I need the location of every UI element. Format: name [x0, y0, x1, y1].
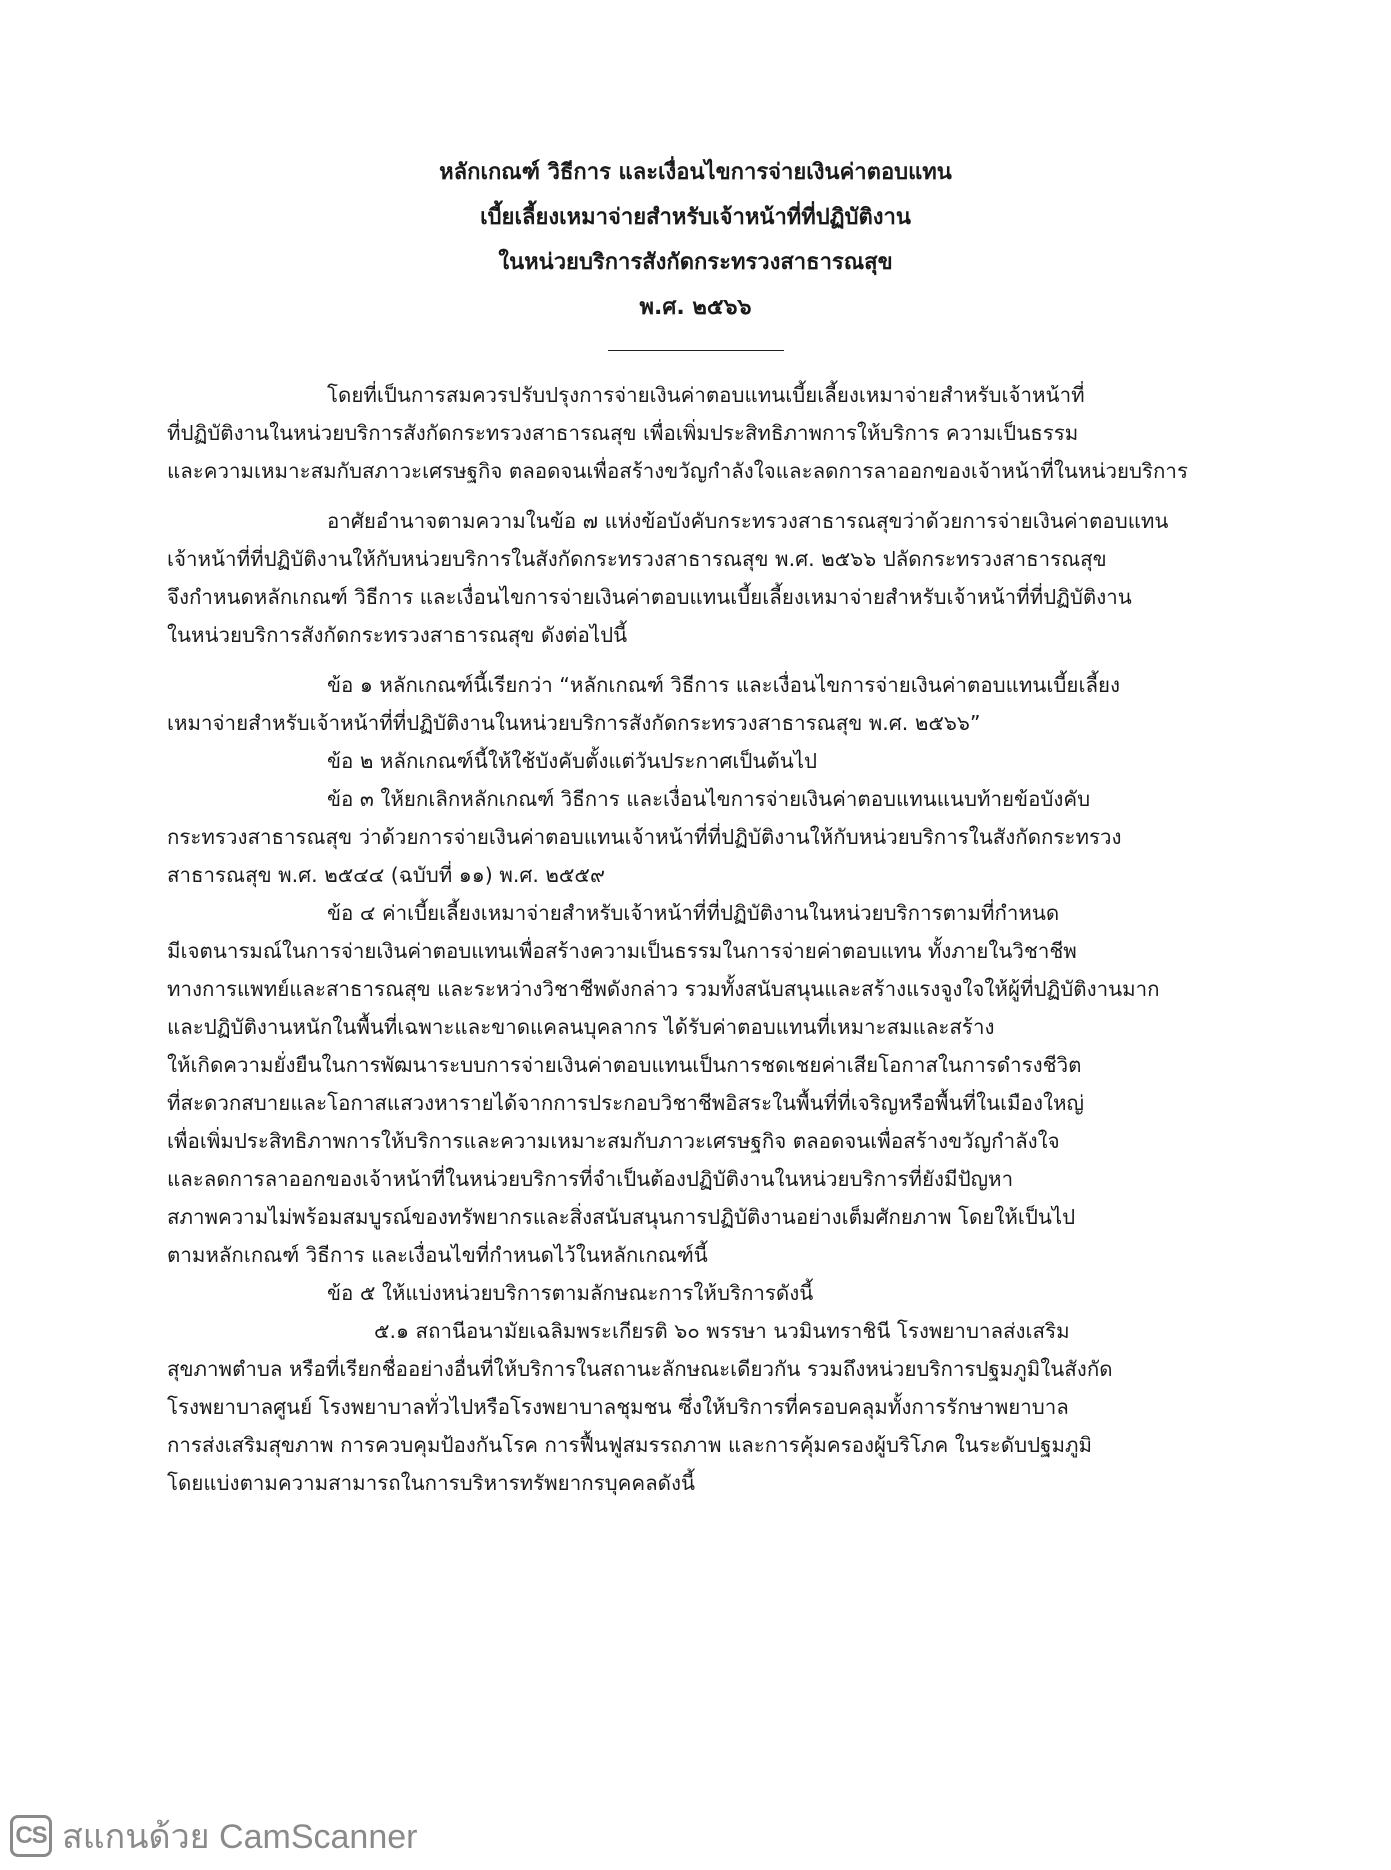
clause-4 [167, 894, 1233, 1274]
text-line: และลดการลาออกของเจ้าหน้าที่ในหน่วยบริการที่จำเป็นต้องปฏิบัติงานในหน่วยบริการที่ยังมีปัญหา [167, 1167, 1014, 1191]
text-line: ในหน่วยบริการสังกัดกระทรวงสาธารณสุข ดังต่อไปนี้ [167, 623, 628, 647]
text-line: ๕.๑ สถานีอนามัยเฉลิมพระเกียรติ ๖๐ พรรษา นวมินทราชินี โรงพยาบาลส่งเสริม [374, 1319, 1070, 1343]
text-line: สาธารณสุข พ.ศ. ๒๕๔๔ (ฉบับที่ ๑๑) พ.ศ. ๒๕๕๙ [167, 863, 605, 887]
text-line: เหมาจ่ายสำหรับเจ้าหน้าที่ที่ปฏิบัติงานในหน่วยบริการสังกัดกระทรวงสาธารณสุข พ.ศ. ๒๕๖๖” [167, 711, 981, 735]
paragraph-authority [167, 502, 1233, 654]
text-line: และความเหมาะสมกับสภาวะเศรษฐกิจ ตลอดจนเพื่อสร้างขวัญกำลังใจและลดการลาออกของเจ้าหน้าที่ในหน่วยบริการ [167, 459, 1188, 483]
text-line: ที่ปฏิบัติงานในหน่วยบริการสังกัดกระทรวงสาธารณสุข เพื่อเพิ่มประสิทธิภาพการให้บริการ ความเป็นธรรม [167, 421, 1079, 445]
text-line: ให้เกิดความยั่งยืนในการพัฒนาระบบการจ่ายเงินค่าตอบแทนเป็นการชดเชยค่าเสียโอกาสในการดำรงชีวิต [167, 1053, 1082, 1077]
text-line: จึงกำหนดหลักเกณฑ์ วิธีการ และเงื่อนไขการจ่ายเงินค่าตอบแทนเบี้ยเลี้ยงเหมาจ่ายสำหรับเจ้าหน้าที่ที่ปฏิบัติงาน [167, 585, 1132, 609]
clause-5 [167, 1274, 1233, 1312]
document-body [167, 376, 1233, 1502]
text-line: มีเจตนารมณ์ในการจ่ายเงินค่าตอบแทนเพื่อสร้างความเป็นธรรมในการจ่ายค่าตอบแทน ทั้งภายในวิชาชีพ [167, 939, 1077, 963]
text-line: ทางการแพทย์และสาธารณสุข และระหว่างวิชาชีพดังกล่าว รวมทั้งสนับสนุนและสร้างแรงจูงใจให้ผู้ที่ปฏิบัติงานมาก [167, 977, 1160, 1001]
paragraph-intro [167, 376, 1233, 490]
text-line: การส่งเสริมสุขภาพ การควบคุมป้องกันโรค การฟื้นฟูสมรรถภาพ และการคุ้มครองผู้บริโภค ในระดับปฐมภูมิ [167, 1433, 1092, 1457]
text-line: ข้อ ๕ ให้แบ่งหน่วยบริการตามลักษณะการให้บริการดังนี้ [327, 1281, 814, 1305]
text-line: และปฏิบัติงานหนักในพื้นที่เฉพาะและขาดแคลนบุคลากร ได้รับค่าตอบแทนที่เหมาะสมและสร้าง [167, 1015, 995, 1039]
text-line: อาศัยอำนาจตามความในข้อ ๗ แห่งข้อบังคับกระทรวงสาธารณสุขว่าด้วยการจ่ายเงินค่าตอบแทน [327, 509, 1169, 533]
text-line: ข้อ ๑ หลักเกณฑ์นี้เรียกว่า “หลักเกณฑ์ วิธีการ และเงื่อนไขการจ่ายเงินค่าตอบแทนเบี้ยเลี้ยง [327, 673, 1121, 697]
text-line: โดยแบ่งตามความสามารถในการบริหารทรัพยากรบุคคลดังนี้ [167, 1471, 695, 1495]
document-title [0, 150, 1391, 330]
clause-1 [167, 666, 1233, 742]
title-line-3: ในหน่วยบริการสังกัดกระทรวงสาธารณสุข [498, 250, 893, 275]
camscanner-logo-icon: CS [10, 1815, 52, 1857]
clause-2 [167, 742, 1233, 780]
text-line: สภาพความไม่พร้อมสมบูรณ์ของทรัพยากรและสิ่งสนับสนุนการปฏิบัติงานอย่างเต็มศักยภาพ โดยให้เป็นไป [167, 1205, 1076, 1229]
text-line: ข้อ ๒ หลักเกณฑ์นี้ให้ใช้บังคับตั้งแต่วันประกาศเป็นต้นไป [327, 749, 818, 773]
watermark-text: สแกนด้วย CamScanner [62, 1818, 418, 1856]
text-line: ข้อ ๔ ค่าเบี้ยเลี้ยงเหมาจ่ายสำหรับเจ้าหน้าที่ที่ปฏิบัติงานในหน่วยบริการตามที่กำหนด [327, 901, 1060, 925]
text-line: ตามหลักเกณฑ์ วิธีการ และเงื่อนไขที่กำหนดไว้ในหลักเกณฑ์นี้ [167, 1243, 708, 1267]
camscanner-watermark [10, 1813, 417, 1859]
text-line: เพื่อเพิ่มประสิทธิภาพการให้บริการและความเหมาะสมกับภาวะเศรษฐกิจ ตลอดจนเพื่อสร้างขวัญกำลังใจ [167, 1129, 1060, 1153]
text-line: ข้อ ๓ ให้ยกเลิกหลักเกณฑ์ วิธีการ และเงื่อนไขการจ่ายเงินค่าตอบแทนแนบท้ายข้อบังคับ [327, 787, 1091, 811]
text-line: สุขภาพตำบล หรือที่เรียกชื่ออย่างอื่นที่ให้บริการในสถานะลักษณะเดียวกัน รวมถึงหน่วยบริการปฐมภูมิในสังกัด [167, 1357, 1113, 1381]
clause-3 [167, 780, 1233, 894]
clause-5-1 [167, 1312, 1233, 1502]
text-line: โรงพยาบาลศูนย์ โรงพยาบาลทั่วไปหรือโรงพยาบาลชุมชน ซึ่งให้บริการที่ครอบคลุมทั้งการรักษาพยาบาล [167, 1395, 1069, 1419]
title-divider [608, 350, 784, 351]
text-line: โดยที่เป็นการสมควรปรับปรุงการจ่ายเงินค่าตอบแทนเบี้ยเลี้ยงเหมาจ่ายสำหรับเจ้าหน้าที่ [327, 383, 1085, 407]
title-line-1: หลักเกณฑ์ วิธีการ และเงื่อนไขการจ่ายเงินค่าตอบแทน [439, 160, 952, 185]
text-line: ที่สะดวกสบายและโอกาสแสวงหารายได้จากการประกอบวิชาชีพอิสระในพื้นที่ที่เจริญหรือพื้นที่ในเมืองใหญ่ [167, 1091, 1084, 1115]
text-line: กระทรวงสาธารณสุข ว่าด้วยการจ่ายเงินค่าตอบแทนเจ้าหน้าที่ที่ปฏิบัติงานให้กับหน่วยบริการในสังกัดกระทรวง [167, 825, 1122, 849]
text-line: เจ้าหน้าที่ที่ปฏิบัติงานให้กับหน่วยบริการในสังกัดกระทรวงสาธารณสุข พ.ศ. ๒๕๖๖ ปลัดกระทรวงสาธารณสุข [167, 547, 1107, 571]
title-line-2: เบี้ยเลี้ยงเหมาจ่ายสำหรับเจ้าหน้าที่ที่ปฏิบัติงาน [480, 205, 911, 230]
title-year: พ.ศ. ๒๕๖๖ [639, 295, 752, 320]
